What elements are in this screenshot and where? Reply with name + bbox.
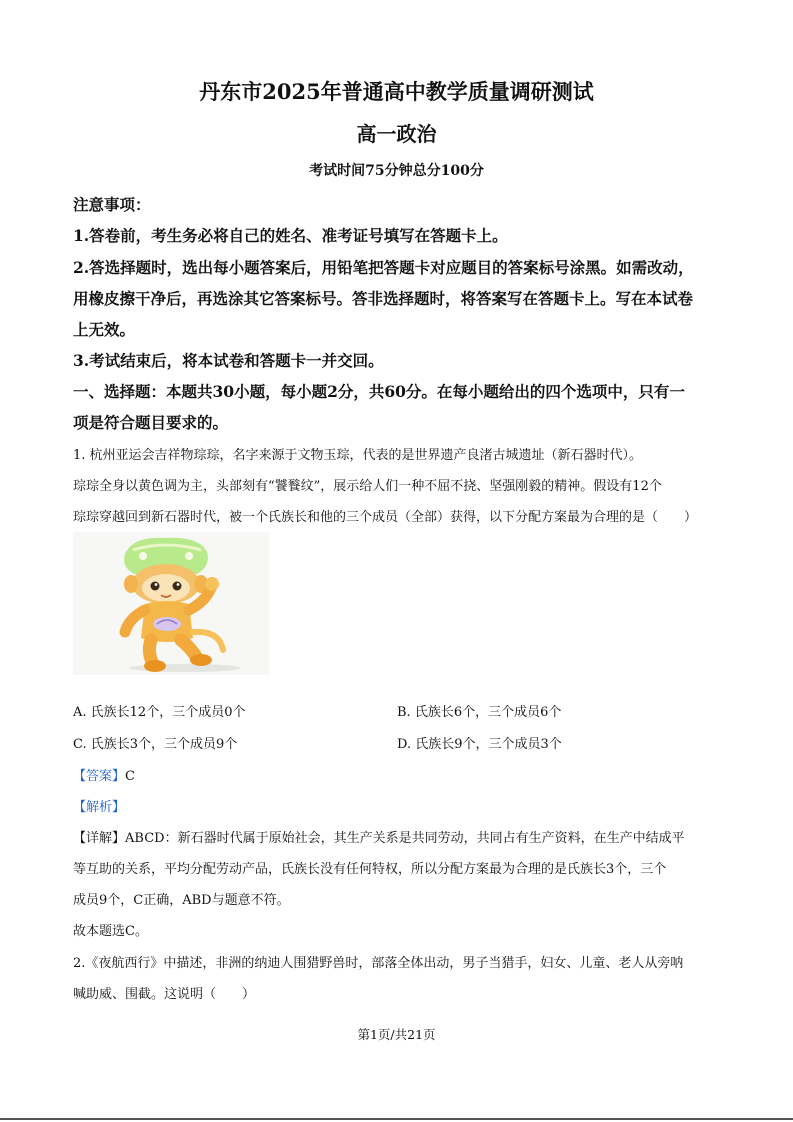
q1-option-c: C. 氏族长3个，三个成员9个 bbox=[73, 737, 238, 752]
notes-item-2-line-1: 2.答选择题时，选出每小题答案后，用铅笔把答题卡对应题目的答案标号涂黑。如需改动， bbox=[73, 258, 694, 277]
notes-item-2-line-3: 上无效。 bbox=[73, 320, 136, 339]
exam-title: 丹东市2025年普通高中教学质量调研测试 bbox=[199, 79, 594, 104]
q1-detail-line-2: 等互助的关系，平均分配劳动产品，氏族长没有任何特权，所以分配方案最为合理的是氏族长3个，三个 bbox=[73, 862, 667, 877]
q1-option-a: A. 氏族长12个，三个成员0个 bbox=[73, 705, 246, 720]
q1-detail-line-1 bbox=[73, 827, 685, 846]
notes-item-1: 1.答卷前，考生务必将自己的姓名、准考证号填写在答题卡上。 bbox=[73, 226, 508, 245]
section-heading-line-2: 项是符合题目要求的。 bbox=[73, 413, 229, 432]
mascot-image bbox=[73, 532, 269, 675]
exam-info: 考试时间75分钟总分100分 bbox=[309, 163, 484, 179]
page-bottom-rule bbox=[0, 1118, 793, 1120]
answer-value: C bbox=[125, 769, 135, 784]
page-footer: 第1页/共21页 bbox=[357, 1027, 436, 1042]
detail-text-1: ABCD：新石器时代属于原始社会，其生产关系是共同劳动，共同占有生产资料，在生产中结成平 bbox=[125, 831, 685, 846]
q1-answer bbox=[73, 765, 135, 784]
analysis-tag: 【解析】 bbox=[73, 800, 126, 815]
notes-heading: 注意事项： bbox=[73, 195, 151, 214]
q1-option-b: B. 氏族长6个，三个成员6个 bbox=[397, 705, 562, 720]
q1-stem-line-1: 1. 杭州亚运会吉祥物琮琮，名字来源于文物玉琮，代表的是世界遗产良渚古城遗址（新石器时代）。 bbox=[73, 448, 643, 463]
q1-option-d: D. 氏族长9个，三个成员3个 bbox=[397, 737, 562, 752]
notes-item-3: 3.考试结束后，将本试卷和答题卡一并交回。 bbox=[73, 351, 384, 370]
q1-analysis bbox=[73, 796, 125, 815]
notes-item-2-line-2: 用橡皮擦干净后，再选涂其它答案标号。答非选择题时，将答案写在答题卡上。写在本试卷 bbox=[73, 289, 694, 308]
detail-tag: 【详解】 bbox=[73, 831, 126, 846]
q2-stem-line-2: 喊助威、围截。这说明（ ） bbox=[73, 987, 256, 1002]
q1-detail-line-3: 成员9个，C正确，ABD与题意不符。 bbox=[73, 893, 290, 908]
mascot-congcong-icon bbox=[73, 532, 269, 675]
section-heading-line-1: 一、选择题：本题共30小题，每小题2分，共60分。在每小题给出的四个选项中，只有一 bbox=[73, 382, 685, 401]
q1-stem-line-3: 琮琮穿越回到新石器时代，被一个氏族长和他的三个成员（全部）获得，以下分配方案最为合理的是（ ） bbox=[73, 510, 698, 525]
q2-stem-line-1: 2.《夜航西行》中描述，非洲的纳迪人围猎野兽时，部落全体出动，男子当猎手，妇女、儿童、老人从旁呐 bbox=[73, 956, 684, 971]
exam-subject: 高一政治 bbox=[356, 122, 437, 146]
q1-stem-line-2: 琮琮全身以黄色调为主，头部刻有“饕餮纹”，展示给人们一种不屈不挠、坚强刚毅的精神。假设有12个 bbox=[73, 479, 662, 494]
answer-tag: 【答案】 bbox=[73, 769, 126, 784]
q1-conclusion: 故本题选C。 bbox=[73, 924, 148, 939]
